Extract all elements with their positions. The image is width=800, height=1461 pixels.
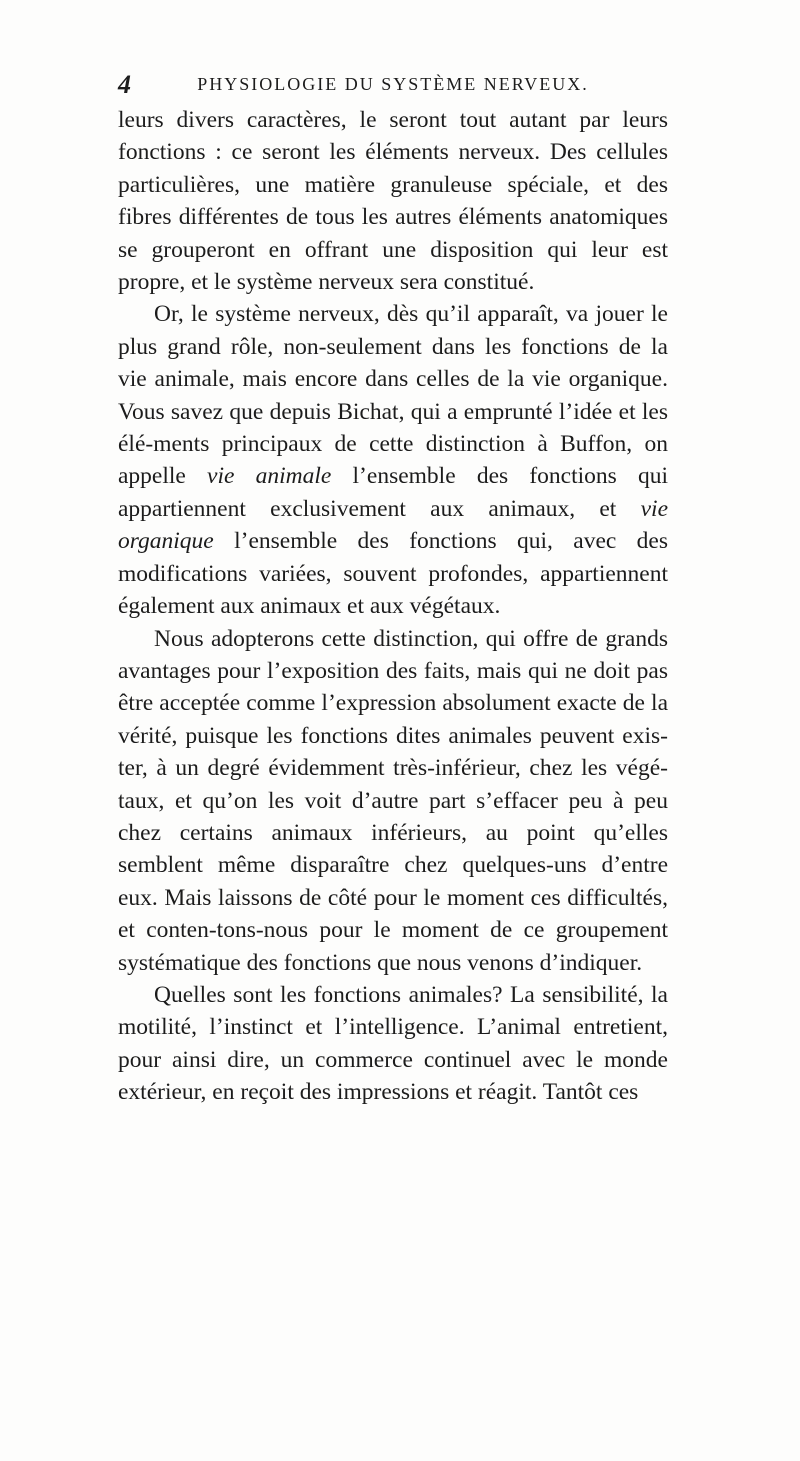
page-number: 4 <box>118 70 131 99</box>
running-title: PHYSIOLOGIE DU SYSTÈME NERVEUX. <box>197 74 589 94</box>
text-segment: Nous adopterons cette distinction, qui offre de grands avantages pour l’exposition des faits, mais qui ne doit pas être acceptée comme l’expression absolument exacte de la vérité, puisque les fonctions dites animales peuvent exis-ter, à un degré évidemment très-inférieur, chez les végé-taux, et qu’on les voit d’autre part s’effacer peu à peu chez certains animaux inférieurs, au point qu’elles semblent même disparaître chez quelques-uns d’entre eux. Mais laissons de côté pour le moment ces difficultés, et conten-tons-nous pour le moment de ce groupement systématique des fonctions que nous venons d’indiquer. <box>118 625 668 976</box>
paragraph <box>118 298 668 622</box>
body-text <box>118 104 668 1109</box>
running-head <box>118 70 668 104</box>
italic-term: vie organique <box>118 495 668 555</box>
text-segment: Or, le système nerveux, dès qu’il apparaît, va jouer le plus grand rôle, non-seulement dans les fonctions de la vie animale, mais encore dans celles de la vie organique. Vous savez que depuis Bichat, qui a emprunté l’idée et les élé-ments principaux de cette distinction à Buffon, on appelle <box>118 301 668 490</box>
text-segment: Quelles sont les fonctions animales? La sensibilité, la motilité, l’instinct et l’intelligence. L’animal entretient, pour ainsi dire, un commerce continuel avec le monde extérieur, en reçoit des impressions et réagit. Tantôt ces <box>118 981 668 1106</box>
italic-term: vie animale <box>207 463 332 490</box>
paragraph <box>118 623 668 979</box>
text-segment: leurs divers caractères, le seront tout autant par leurs fonctions : ce seront les éléments nerveux. Des cellules particulières, une matière granuleuse spéciale, et des fibres différentes de tous les autres éléments anatomiques se grouperont en offrant une disposition qui leur est propre, et le système nerveux sera constitué. <box>118 107 668 296</box>
paragraph <box>118 979 668 1109</box>
text-segment: l’ensemble des fonctions qui, avec des modifications variées, souvent profondes, appartiennent également aux animaux et aux végétaux. <box>118 528 668 620</box>
paragraph <box>118 104 668 298</box>
text-segment: l’ensemble des fonctions qui appartiennent exclusivement aux animaux, et <box>118 463 668 522</box>
